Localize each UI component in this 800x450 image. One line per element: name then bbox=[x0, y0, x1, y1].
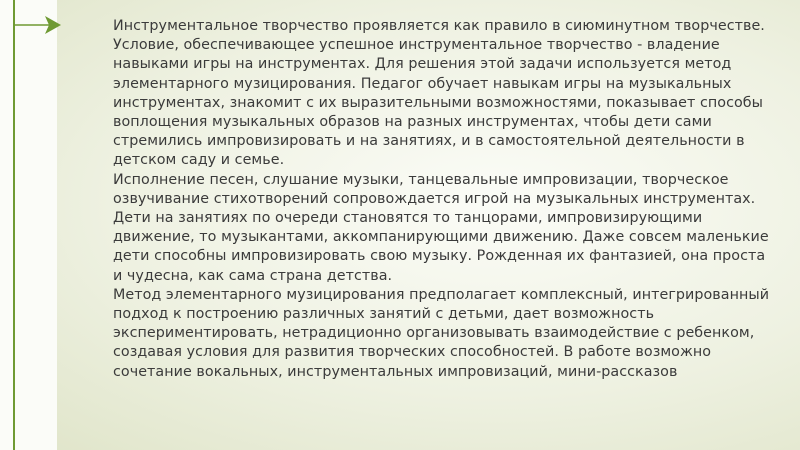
left-accent-line bbox=[13, 0, 15, 450]
paragraph-performance: Исполнение песен, слушание музыки, танцевальные импровизации, творческое озвучивание стихотворений сопровождается игрой на музыкальных инструментах. Дети на занятиях по очереди становятся то танцорами, импровизирующими движение, то музыкантами, аккомпанирующими движению. Даже совсем маленькие дети способны импровизировать свою музыку. Рожденная их фантазией, она проста и чудесна, как сама страна детства. bbox=[113, 171, 769, 284]
paragraph-elementary-music-making: Метод элементарного музицирования предполагает комплексный, интегрированный подход к построению различных занятий с детьми, дает возможность экспериментировать, нетрадиционно организовывать взаимодействие с ребенком, создавая условия для развития творческих способностей. В работе возможно сочетание вокальных, инструментальных импровизаций, мини-рассказов bbox=[113, 286, 770, 380]
left-decorative-band bbox=[0, 0, 57, 450]
arrow-right-icon bbox=[13, 10, 63, 40]
paragraph-instrumental-creativity: Инструментальное творчество проявляется как правило в сиюминутном творчестве. Условие, обеспечивающее успешное инструментальное творчество - владение навыками игры на инструментах. Для решения этой задачи используется метод элементарного музицирования. Педагог обучает навыкам игры на музыкальных инструментах, знакомит с их выразительными возможностями, показывает способы воплощения музыкальных образов на разных инструментах, чтобы дети сами стремились импровизировать и на занятиях, и в самостоятельной деятельности в детском саду и семье. bbox=[113, 18, 765, 169]
slide-text-body bbox=[113, 17, 773, 382]
